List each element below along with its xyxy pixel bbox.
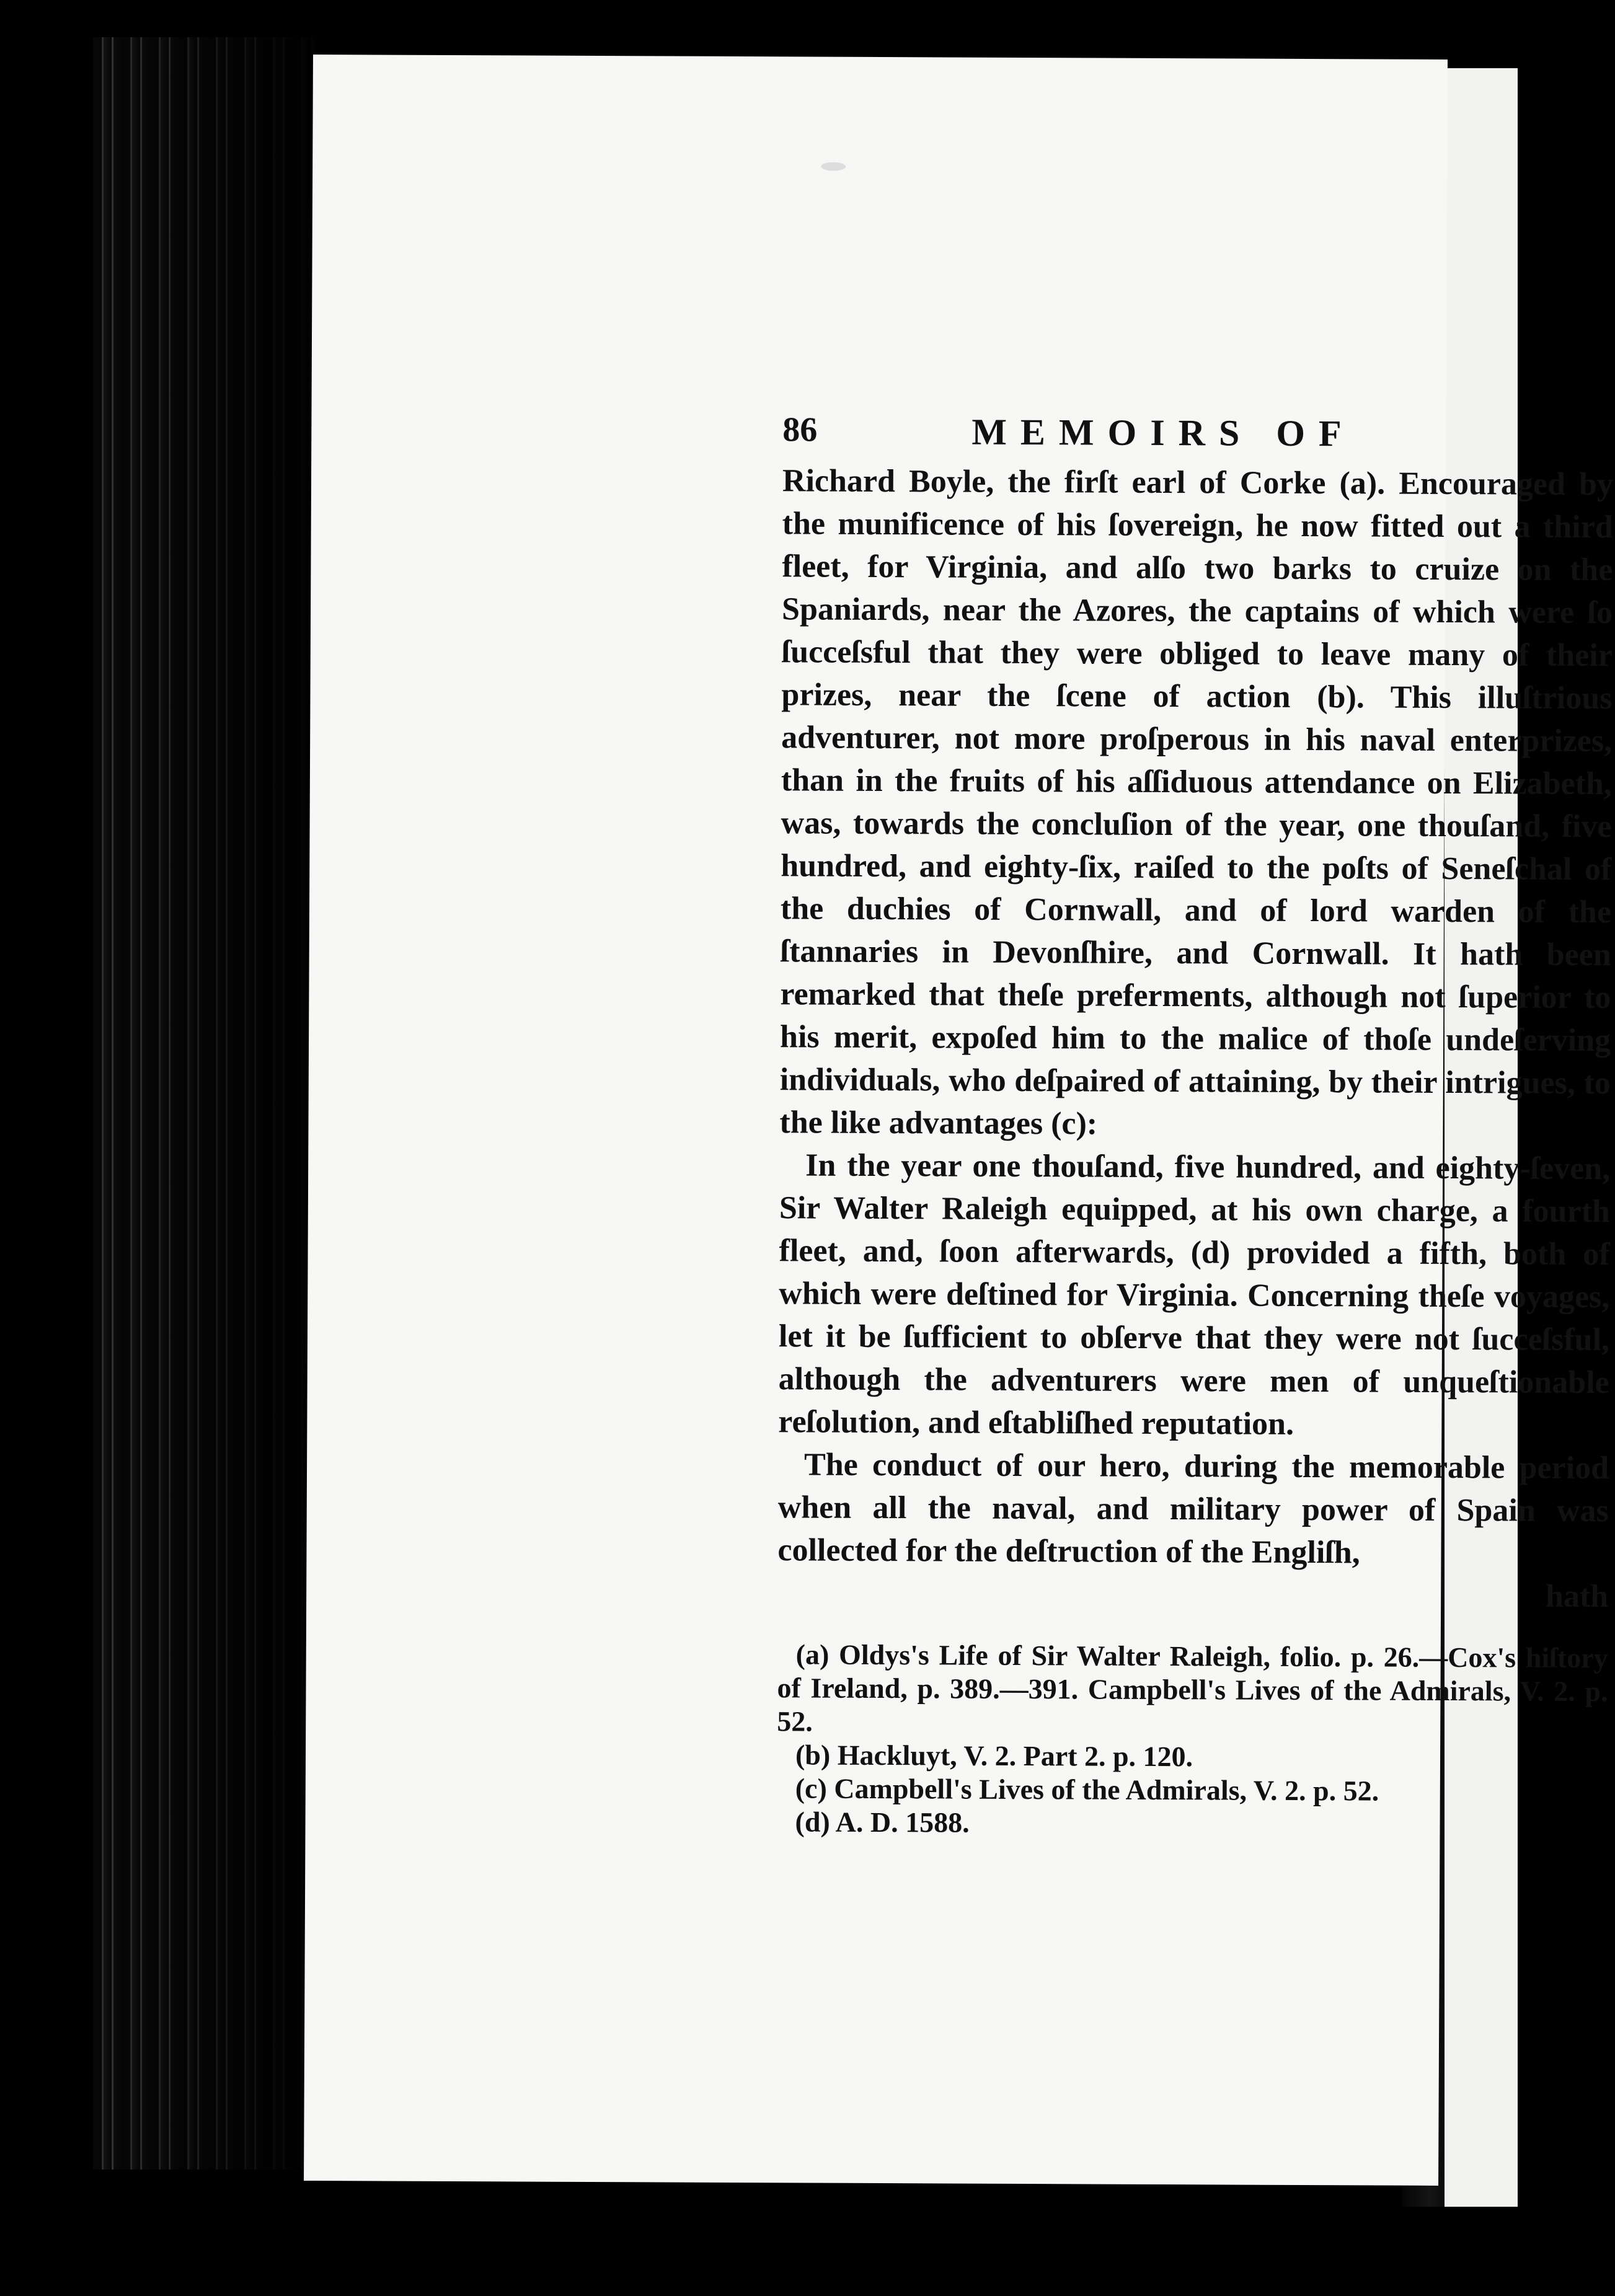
paragraph: Richard Boyle, the firſt earl of Corke (a). Encouraged by the munificence of his ſovereign, he now fitted out a third fleet, for Virginia, and alſo two barks to cruize on the Spaniards, near the Azores, the captains of which were ſo ſucceſsful that they were obliged to leave many of their prizes, near the ſcene of action (b). This illuſtrious adventurer, not more proſperous in his naval enterprizes, than in the fruits of his aſſiduous attendance on Elizabeth, was, towards the concluſion of the year, one thouſand, five hundred, and eighty-ſix, raiſed to the poſts of Seneſchal of the duchies of Cornwall, and of lord warden of the ſtannaries in Devonſhire, and Cornwall. It hath been remarked that theſe preferments, although not ſuperior to his merit, expoſed him to the malice of thoſe undeſerving individuals, who deſpaired of attaining, by their intrigues, to the like advantages (c): [779, 463, 1614, 1142]
page-header [782, 410, 1613, 463]
body-text [777, 459, 1613, 1575]
page-content [776, 410, 1613, 1842]
paragraph: The conduct of our hero, during the memorable period when all the naval, and military power of Spain was collected for the deſtruction of the Engliſh, [777, 1447, 1609, 1571]
footnotes [776, 1638, 1608, 1842]
binding-shadow [93, 37, 316, 2170]
footnote: (c) Campbell's Lives of the Admirals, V. 2. p. 52. [795, 1772, 1379, 1807]
footnote: (a) Oldys's Life of Sir Walter Raleigh, folio. p. 26.—Cox's hiſtory of Ireland, p. 389.—391. Campbell's Lives of the Admirals, V. 2. p. 52. [777, 1638, 1608, 1737]
footnote: (d) A. D. 1588. [795, 1806, 970, 1839]
footnote: (b) Hackluyt, V. 2. Part 2. p. 120. [795, 1739, 1193, 1773]
book-page [304, 55, 1614, 2186]
catchword: hath [1545, 1578, 1609, 1615]
paragraph: In the year one thouſand, five hundred, and eighty-ſeven, Sir Walter Raleigh equipped, at his own charge, a fourth fleet, and, ſoon afterwards, (d) provided a fifth, both of which were deſtined for Virginia. Concerning theſe voyages, let it be ſufficient to obſerve that they were not ſucceſsful, although the adventurers were men of unqueſtionable reſolution, and eſtabliſhed reputation. [778, 1147, 1611, 1442]
running-head: MEMOIRS OF [971, 411, 1355, 454]
page-number: 86 [782, 410, 818, 449]
